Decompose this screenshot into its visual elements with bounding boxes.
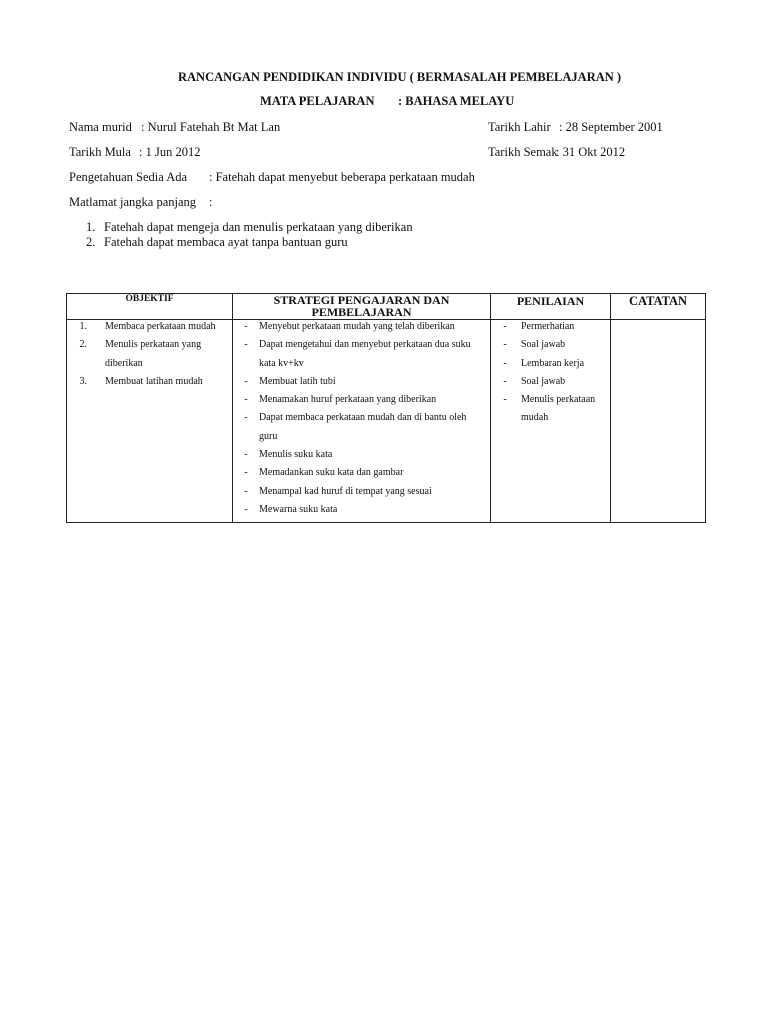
header-catatan: CATATAN [611, 294, 706, 320]
strategi-cell [233, 320, 491, 523]
list-item: - Menulis suku kata [244, 449, 333, 461]
student-name-label: Nama murid [69, 120, 132, 134]
review-date-value: : 31 Okt 2012 [556, 145, 626, 159]
list-item: - Lembaran kerja [503, 357, 585, 369]
list-item: - Membuat latih tubi [244, 375, 336, 387]
plan-table [66, 293, 706, 523]
list-item: - Soal jawab [503, 375, 566, 387]
list-item: - Permerhatian [503, 321, 575, 332]
subject-label: MATA PELAJARAN [260, 94, 375, 108]
review-date-label: Tarikh Semak [488, 145, 558, 159]
list-item: - Menulis perkataan mudah [503, 394, 596, 424]
list-item: - Memadankan suku kata dan gambar [244, 467, 404, 479]
list-item: - Menamakan huruf perkataan yang diberikan [244, 394, 437, 406]
long-term-goal-list [86, 220, 413, 250]
student-name-value: : Nurul Fatehah Bt Mat Lan [141, 120, 281, 134]
list-item: 1. Fatehah dapat mengeja dan menulis perkataan yang diberikan [86, 220, 413, 234]
start-date-value: : 1 Jun 2012 [139, 145, 201, 159]
header-objektif: OBJEKTIF [67, 294, 233, 320]
dob-label: Tarikh Lahir [488, 120, 551, 134]
table-header-row [67, 294, 706, 320]
subject-value: : BAHASA MELAYU [398, 94, 515, 108]
document-title: RANCANGAN PENDIDIKAN INDIVIDU ( BERMASALAH PEMBELAJARAN ) [178, 70, 622, 84]
table-row [67, 320, 706, 523]
prior-knowledge-label: Pengetahuan Sedia Ada [69, 170, 188, 184]
list-item: - Dapat membaca perkataan mudah dan di bantu oleh guru [244, 412, 467, 442]
long-term-goal-label: Matlamat jangka panjang [69, 195, 197, 209]
header-penilaian: PENILAIAN [491, 294, 611, 320]
list-item: - Menyebut perkataan mudah yang telah diberikan [244, 321, 455, 332]
list-item: - Soal jawab [503, 339, 566, 351]
list-item: 3. Membuat latihan mudah [79, 375, 203, 387]
list-item: 2. Menulis perkataan yang diberikan [79, 339, 202, 369]
header-strategi: STRATEGI PENGAJARAN DAN PEMBELAJARAN [233, 294, 491, 320]
objektif-cell [67, 320, 233, 523]
list-item: 2. Fatehah dapat membaca ayat tanpa bantuan guru [86, 235, 348, 249]
penilaian-cell [491, 320, 611, 523]
start-date-label: Tarikh Mula [69, 145, 131, 159]
list-item: 1. Membaca perkataan mudah [79, 321, 216, 332]
catatan-cell [611, 320, 706, 523]
prior-knowledge-value: : Fatehah dapat menyebut beberapa perkataan mudah [209, 170, 475, 184]
list-item: - Menampal kad huruf di tempat yang sesuai [244, 485, 432, 497]
long-term-goal-colon: : [209, 195, 213, 209]
dob-value: : 28 September 2001 [559, 120, 663, 134]
list-item: - Dapat mengetahui dan menyebut perkataan dua suku kata kv+kv [244, 339, 471, 369]
list-item: - Mewarna suku kata [244, 503, 338, 515]
